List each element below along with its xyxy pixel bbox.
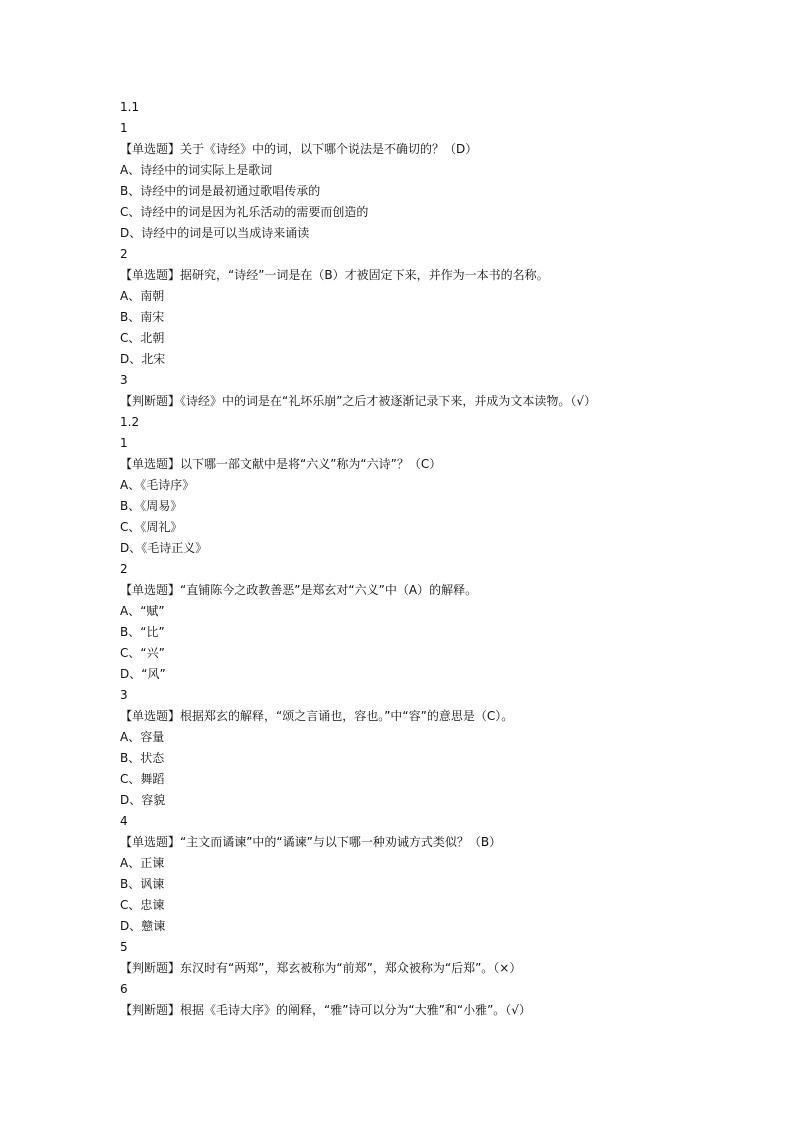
text-line: 【单选题】根据郑玄的解释，“颂之言诵也，容也。”中“容”的意思是（C）。: [120, 709, 514, 723]
text-line: 【单选题】关于《诗经》中的词，以下哪个说法是不确切的？（D）: [120, 142, 478, 156]
text-line: C、北朝: [120, 331, 165, 345]
text-line: A、正谏: [120, 856, 165, 870]
text-line: D、北宋: [120, 352, 166, 366]
text-line: B、诗经中的词是最初通过歌唱传承的: [120, 184, 321, 198]
text-line: 2: [120, 247, 128, 261]
text-line: 4: [120, 814, 128, 828]
text-line: 1.1: [120, 100, 140, 114]
text-line: B、南宋: [120, 310, 165, 324]
text-line: D、诗经中的词是可以当成诗来诵读: [120, 226, 310, 240]
text-line: B、《周易》: [120, 499, 183, 513]
text-line: 3: [120, 688, 128, 702]
text-line: A、诗经中的词实际上是歌词: [120, 163, 273, 177]
text-line: D、《毛诗正义》: [120, 541, 208, 555]
text-line: 【判断题】东汉时有“两郑”，郑玄被称为“前郑”，郑众被称为“后郑”。（×）: [120, 961, 522, 975]
document-body: [120, 97, 780, 1021]
text-line: A、南朝: [120, 289, 165, 303]
text-line: C、舞蹈: [120, 772, 165, 786]
text-line: 1: [120, 121, 128, 135]
text-line: 【单选题】“直铺陈今之政教善恶”是郑玄对“六义”中（A）的解释。: [120, 583, 478, 597]
text-line: D、“风”: [120, 667, 166, 681]
text-line: B、讽谏: [120, 877, 165, 891]
text-line: 5: [120, 940, 128, 954]
text-line: 6: [120, 982, 128, 996]
text-line: 3: [120, 373, 128, 387]
text-line: C、“兴”: [120, 646, 165, 660]
text-line: B、“比”: [120, 625, 165, 639]
text-line: 【单选题】以下哪一部文献中是将“六义”称为“六诗”？（C）: [120, 457, 442, 471]
text-line: A、“赋”: [120, 604, 165, 618]
text-line: C、忠谏: [120, 898, 165, 912]
text-line: C、《周礼》: [120, 520, 183, 534]
text-line: 【判断题】《诗经》中的词是在“礼坏乐崩”之后才被逐渐记录下来，并成为文本读物。（√）: [120, 394, 597, 408]
text-line: C、诗经中的词是因为礼乐活动的需要而创造的: [120, 205, 369, 219]
text-line: 【单选题】据研究，“诗经”一词是在（B）才被固定下来，并作为一本书的名称。: [120, 268, 549, 282]
text-line: D、戆谏: [120, 919, 166, 933]
text-line: 【单选题】“主文而谲谏”中的“谲谏”与以下哪一种劝诫方式类似？（B）: [120, 835, 502, 849]
text-line: 1.2: [120, 415, 140, 429]
text-line: 2: [120, 562, 128, 576]
text-line: D、容貌: [120, 793, 166, 807]
text-line: 【判断题】根据《毛诗大序》的阐释，“雅”诗可以分为“大雅”和“小雅”。（√）: [120, 1003, 531, 1017]
text-line: A、容量: [120, 730, 165, 744]
text-line: A、《毛诗序》: [120, 478, 195, 492]
text-line: 1: [120, 436, 128, 450]
text-line: B、状态: [120, 751, 165, 765]
